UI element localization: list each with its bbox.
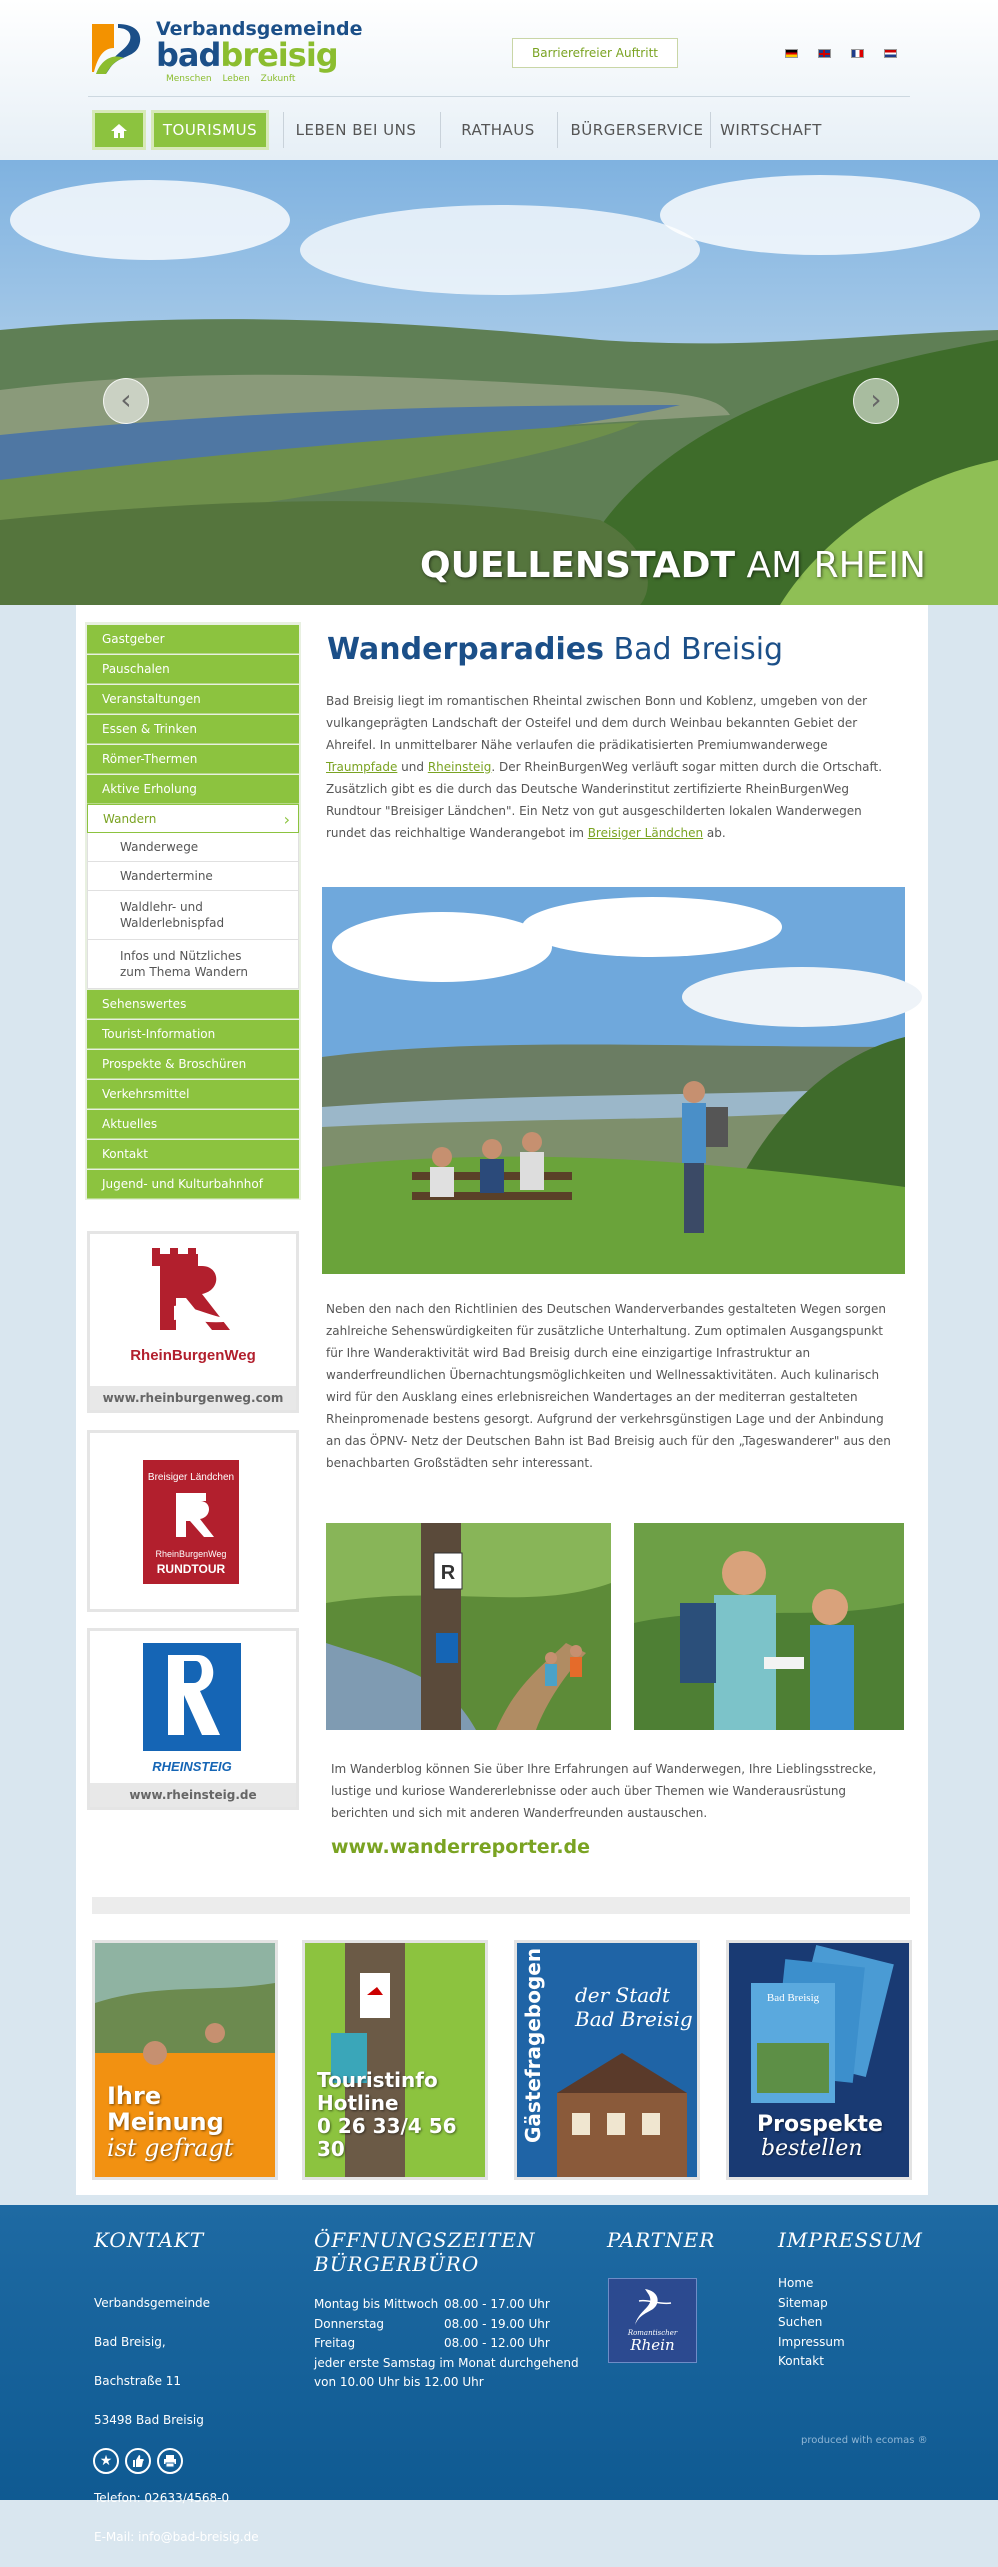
footer-link-impressum[interactable]: Impressum bbox=[778, 2334, 845, 2349]
brochure-tile[interactable] bbox=[726, 1940, 912, 2180]
nav-divider bbox=[710, 112, 711, 148]
sidebar-item-kulturbahnhof[interactable]: Jugend- und Kulturbahnhof bbox=[87, 1170, 299, 1199]
hotline-tile[interactable] bbox=[302, 1940, 488, 2180]
feedback-tile-text: Ihre Meinung ist gefragt bbox=[107, 2082, 234, 2162]
sidebar-item-essen-trinken[interactable]: Essen & Trinken bbox=[87, 715, 299, 744]
fr-flag-icon[interactable] bbox=[851, 49, 864, 58]
nav-divider bbox=[440, 112, 441, 148]
footer-link-kontakt[interactable]: Kontakt bbox=[778, 2354, 824, 2368]
rundtour-promo[interactable] bbox=[87, 1430, 299, 1612]
nav-home[interactable] bbox=[92, 110, 146, 150]
rheinsteig-promo[interactable] bbox=[87, 1628, 299, 1810]
feedback-tile[interactable] bbox=[92, 1940, 278, 2180]
rheinburgenweg-promo[interactable] bbox=[87, 1231, 299, 1413]
footer-oeffnung-heading: ÖFFNUNGSZEITEN BÜRGERBÜRO bbox=[314, 2228, 536, 2276]
hiking-infrastructure-paragraph: Neben den nach den Richtlinien des Deutschen Wanderverbandes gestalteten Wegen sorgen zahlreiche Sehenswürdigkeiten für zusätzliche Unterhaltung. Zum optimalen Ausgangspunkt für Ihre Wanderaktivität wird Bad Breisig durch eine einzigartige Infrastruktur an wanderfreundlichen Übernachtungsmöglichkeiten und Wellnessaktivitäten. Auch kulinarisch wird für den Ausklang eines erlebnisreichen Wandertages an der mediterran gestalteten Rheinpromenade bestens gesorgt. Aufgrund der verkehrsgünstigen Lage und der Anbindung an das ÖPNV- Netz der Deutschen Bahn ist Bad Breisig auch für den „Tageswanderer" aus den benachbarten Großstädten sehr interessant. bbox=[326, 1302, 891, 1470]
sidebar-item-kontakt[interactable]: Kontakt bbox=[87, 1140, 299, 1169]
traumpfade-link[interactable]: Traumpfade bbox=[326, 760, 398, 774]
banner-next-arrow[interactable]: › bbox=[853, 378, 899, 424]
banner-prev-arrow[interactable]: ‹ bbox=[103, 378, 149, 424]
chevron-right-icon: › bbox=[283, 810, 290, 829]
svg-text:Bad Breisig: Bad Breisig bbox=[766, 1992, 820, 2004]
logo-mark-icon bbox=[88, 18, 148, 78]
gb-flag-icon[interactable] bbox=[818, 49, 831, 58]
ecomas-icon: ® bbox=[917, 2435, 928, 2446]
hiking-couple-photo bbox=[634, 1523, 904, 1730]
hero-banner-image bbox=[0, 160, 998, 605]
wanderreporter-link[interactable]: www.wanderreporter.de bbox=[331, 1836, 591, 1858]
svg-text:Breisiger Ländchen: Breisiger Ländchen bbox=[147, 1472, 235, 1483]
header-divider bbox=[88, 96, 910, 97]
nav-buergerservice[interactable]: BÜRGERSERVICE bbox=[570, 121, 704, 139]
svg-text:R: R bbox=[440, 1562, 456, 1584]
sidebar-item-roemer-thermen[interactable]: Römer-Thermen bbox=[87, 745, 299, 774]
sidebar-item-sehenswertes[interactable]: Sehenswertes bbox=[87, 990, 299, 1019]
logo-tagline: Menschen Leben Zukunft bbox=[166, 74, 296, 84]
banner-title: QUELLENSTADT AM RHEIN bbox=[420, 545, 926, 586]
footer-link-sitemap[interactable]: Sitemap bbox=[778, 2295, 828, 2310]
logo-line1: Verbandsgemeinde bbox=[156, 18, 363, 40]
logo-line2: badbreisig bbox=[156, 36, 338, 74]
sidebar-subitem-infos-wandern[interactable]: Infos und Nützliches zum Thema Wandern bbox=[87, 940, 299, 989]
sidebar-item-veranstaltungen[interactable]: Veranstaltungen bbox=[87, 685, 299, 714]
rundtour-logo bbox=[90, 1433, 296, 1609]
questionnaire-tile-text: der Stadt Bad Breisig bbox=[575, 1983, 693, 2031]
sidebar-subitem-wanderwege[interactable]: Wanderwege bbox=[87, 833, 299, 862]
produced-with-ecomas[interactable]: produced with ecomas ® bbox=[801, 2435, 928, 2446]
thumb-icon[interactable] bbox=[125, 2448, 151, 2474]
nav-divider bbox=[557, 112, 558, 148]
romantischer-rhein-icon bbox=[609, 2279, 696, 2329]
de-flag-icon[interactable] bbox=[785, 49, 798, 58]
footer-hours: Montag bis Mittwoch 08.00 - 17.00 Uhr Donnerstag 08.00 - 19.00 Uhr Freitag 08.00 - 12.00 Uhr jeder erste Samstag im Monat durchgehend von 10.00 Uhr bis 12.00 Uhr bbox=[314, 2297, 579, 2389]
hikers-bench-photo bbox=[322, 887, 905, 1274]
nav-wirtschaft[interactable]: WIRTSCHAFT bbox=[720, 121, 822, 139]
footer-link-suchen[interactable]: Suchen bbox=[778, 2315, 823, 2329]
rheinsteig-url[interactable]: www.rheinsteig.de bbox=[90, 1783, 296, 1807]
questionnaire-vertical-title: Gästefragebogen bbox=[521, 1947, 545, 2143]
rheinsteig-logo bbox=[90, 1631, 296, 1781]
svg-text:RheinBurgenWeg: RheinBurgenWeg bbox=[130, 1347, 256, 1364]
hotline-tile-text: Touristinfo Hotline 0 26 33/4 56 30 bbox=[317, 2068, 457, 2161]
sidebar-subitem-wandertermine[interactable]: Wandertermine bbox=[87, 862, 299, 891]
svg-text:RHEINSTEIG: RHEINSTEIG bbox=[152, 1759, 232, 1774]
breisiger-laendchen-link[interactable]: Breisiger Ländchen bbox=[587, 826, 704, 840]
sidebar-item-pauschalen[interactable]: Pauschalen bbox=[87, 655, 299, 684]
sidebar-item-aktuelles[interactable]: Aktuelles bbox=[87, 1110, 299, 1139]
home-icon bbox=[110, 123, 128, 139]
print-icon[interactable] bbox=[157, 2448, 183, 2474]
nav-rathaus[interactable]: RATHAUS bbox=[461, 121, 535, 139]
rheinburgenweg-url[interactable]: www.rheinburgenweg.com bbox=[90, 1386, 296, 1410]
svg-text:RheinBurgenWeg: RheinBurgenWeg bbox=[155, 1549, 227, 1559]
sidebar-item-wandern[interactable]: Wandern › bbox=[87, 804, 299, 833]
nav-tourismus[interactable]: TOURISMUS bbox=[151, 110, 269, 150]
footer-impressum-heading: IMPRESSUM bbox=[778, 2228, 923, 2252]
rheinsteig-link[interactable]: Rheinsteig bbox=[427, 760, 492, 774]
footer-impressum-links bbox=[778, 2274, 898, 2372]
sidebar-item-gastgeber[interactable]: Gastgeber bbox=[87, 625, 299, 654]
svg-text:RUNDTOUR: RUNDTOUR bbox=[156, 1562, 226, 1576]
footer-link-home[interactable]: Home bbox=[778, 2276, 814, 2290]
intro-paragraph: Bad Breisig liegt im romantischen Rheintal zwischen Bonn und Koblenz, umgeben von der vulkangeprägten Landschaft der Osteifel und dem durch Weinbau bekannten Gebiet der Ahreifel. In unmittelbarer Nähe verlaufen die prädikatisierten Premiumwanderwege Traumpfade und Rheinsteig. Der RheinBurgenWeg verläuft sogar mitten durch die Ortschaft. Zusätzlich gibt es die durch das Deutsche Wanderinstitut zertifizierte RheinBurgenWeg Rundtour "Breisiger Ländchen". Ein Netz von gut ausgeschilderten lokalen Wanderwegen rundet das reichhaltige Wanderangebot im Breisiger Ländchen ab. bbox=[326, 694, 883, 840]
site-logo[interactable] bbox=[88, 18, 363, 84]
sidebar-item-prospekte[interactable]: Prospekte & Broschüren bbox=[87, 1050, 299, 1079]
footer-partner-heading: PARTNER bbox=[607, 2228, 716, 2252]
wanderblog-paragraph: Im Wanderblog können Sie über Ihre Erfahrungen auf Wanderwegen, Ihre Lieblingsstrecke, lustige und kuriose Wandererlebnisse oder auch über Themen wie Wanderausrüstung berichten und sich mit anderen Wanderfreunden austauschen. bbox=[331, 1762, 877, 1820]
sidebar-item-verkehrsmittel[interactable]: Verkehrsmittel bbox=[87, 1080, 299, 1109]
trail-sign-photo bbox=[326, 1523, 611, 1730]
sidebar-item-aktive-erholung[interactable]: Aktive Erholung bbox=[87, 775, 299, 804]
page-title: Wanderparadies Bad Breisig bbox=[327, 632, 784, 667]
romantischer-rhein-logo[interactable]: Romantischer Rhein bbox=[608, 2278, 697, 2363]
section-divider bbox=[92, 1897, 910, 1914]
footer-kontakt-heading: KONTAKT bbox=[94, 2228, 205, 2252]
sidebar-item-tourist-information[interactable]: Tourist-Information bbox=[87, 1020, 299, 1049]
nav-leben-bei-uns[interactable]: LEBEN BEI UNS bbox=[295, 121, 417, 139]
footer-email-link[interactable]: E-Mail: info@bad-breisig.de bbox=[94, 2529, 259, 2544]
accessible-version-button[interactable]: Barrierefreier Auftritt bbox=[512, 38, 678, 68]
brochure-tile-text: Prospekte bestellen bbox=[757, 2112, 883, 2161]
footer-kontakt-text: Verbandsgemeinde Bad Breisig, Bachstraße 11 53498 Bad Breisig Telefon: 02633/4568-0 E-Mail: info@bad-breisig.de bbox=[94, 2274, 294, 2567]
sidebar-subitem-waldlehrpfad[interactable]: Waldlehr- und Walderlebnispfad bbox=[87, 891, 299, 940]
star-icon[interactable]: ★ bbox=[93, 2448, 119, 2474]
questionnaire-tile[interactable] bbox=[514, 1940, 700, 2180]
rheinburgenweg-logo bbox=[90, 1234, 296, 1384]
nav-divider bbox=[283, 112, 284, 148]
nl-flag-icon[interactable] bbox=[884, 49, 897, 58]
